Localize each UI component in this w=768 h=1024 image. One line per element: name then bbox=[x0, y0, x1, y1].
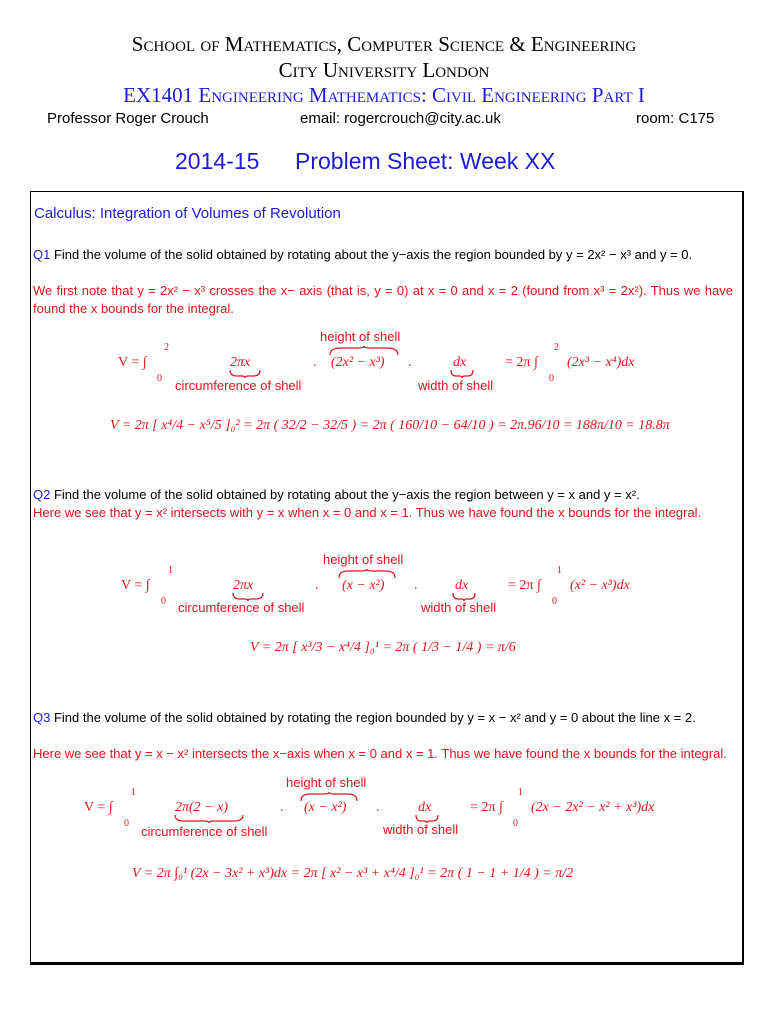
q1-answer: We first note that y = 2x² − x³ crosses the x− axis (that is, y = 0) at x = 0 and x = 2 (found from x³ = 2x²). Thus we have found the x bounds for the integral. bbox=[33, 283, 733, 316]
q1-width-brace bbox=[450, 370, 474, 378]
q1-question-text: Find the volume of the solid obtained by rotating about the y−axis the region bounded by y = 2x² − x³ and y = 0. bbox=[53, 247, 693, 262]
q1-lower-bound: 0 bbox=[157, 373, 162, 384]
sheet-title: Problem Sheet: Week XX bbox=[295, 148, 556, 174]
professor-name: Professor Roger Crouch bbox=[47, 110, 209, 127]
q3-lower-bound: 0 bbox=[124, 818, 129, 829]
q3-width-label: width of shell bbox=[383, 822, 459, 837]
q1-rhs-lower: 0 bbox=[549, 373, 554, 384]
q2-question-text: Find the volume of the solid obtained by rotating about the y−axis the region between y = x and y = x². bbox=[53, 487, 640, 502]
q3-number: Q3 bbox=[33, 710, 51, 725]
q3-answer: Here we see that y = x − x² intersects the x−axis when x = 0 and x = 1. Thus we have found the x bounds for the integral. bbox=[33, 746, 727, 761]
q2-circ-label: circumference of shell bbox=[178, 600, 305, 615]
section-title: Calculus: Integration of Volumes of Revolution bbox=[34, 205, 341, 222]
q2-rhs-integrand: (x² − x³)dx bbox=[570, 578, 630, 593]
q2-question bbox=[33, 486, 733, 504]
q2-rhs-integral: = 2π ∫ bbox=[508, 578, 541, 593]
q3-rhs-upper: 1 bbox=[518, 787, 523, 798]
q2-rhs-upper: 1 bbox=[557, 565, 562, 576]
q2-width-label: width of shell bbox=[421, 600, 497, 615]
q3-height-term: (x − x²) bbox=[304, 800, 347, 815]
q1-height-label: height of shell bbox=[320, 329, 401, 344]
q1-result-equation: V = 2π [ x⁴/4 − x⁵/5 ]₀² = 2π ( 32/2 − 32/5 ) = 2π ( 160/10 − 64/10 ) = 2π.96/10 = 188π/10 = 18.8π bbox=[110, 418, 670, 433]
q1-dot-1: . bbox=[313, 355, 317, 370]
q2-dot-1: . bbox=[315, 578, 319, 593]
q1-dot-2: . bbox=[408, 355, 412, 370]
q3-result-equation: V = 2π ∫₀¹ (2x − 3x² + x³)dx = 2π [ x² − x³ + x⁴/4 ]₀¹ = 2π ( 1 − 1 + 1/4 ) = π/2 bbox=[132, 866, 574, 881]
q1-number: Q1 bbox=[33, 247, 51, 262]
q1-height-term: (2x² − x³) bbox=[331, 355, 385, 370]
q1-width-term: dx bbox=[453, 355, 467, 370]
q3-question bbox=[33, 709, 733, 727]
q1-circ-label: circumference of shell bbox=[175, 378, 302, 393]
q3-dot-2: . bbox=[376, 800, 380, 815]
university-name: City University London bbox=[278, 58, 490, 82]
q2-dot-2: . bbox=[414, 578, 418, 593]
q2-upper-bound: 1 bbox=[168, 565, 173, 576]
q2-height-term: (x − x²) bbox=[342, 578, 385, 593]
q3-circ-brace bbox=[174, 815, 244, 823]
q3-question-text: Find the volume of the solid obtained by rotating the region bounded by y = x − x² and y = 0 about the line x = 2. bbox=[53, 710, 696, 725]
email: email: rogercrouch@city.ac.uk bbox=[300, 110, 501, 127]
q3-upper-bound: 1 bbox=[131, 787, 136, 798]
q1-v-integral: V = ∫ bbox=[118, 355, 147, 370]
q3-v-integral: V = ∫ bbox=[84, 800, 113, 815]
q1-circ-brace bbox=[229, 370, 261, 378]
q1-rhs-integral: = 2π ∫ bbox=[505, 355, 538, 370]
q3-circ-label: circumference of shell bbox=[141, 824, 268, 839]
q2-number: Q2 bbox=[33, 487, 51, 502]
course-title: EX1401 Engineering Mathematics: Civil Engineering Part I bbox=[123, 83, 645, 107]
q1-upper-bound: 2 bbox=[164, 342, 169, 353]
q2-result-equation: V = 2π [ x³/3 − x⁴/4 ]₀¹ = 2π ( 1/3 − 1/4 ) = π/6 bbox=[250, 640, 516, 655]
q2-answer: Here we see that y = x² intersects with y = x when x = 0 and x = 1. Thus we have found the x bounds for the integral. bbox=[33, 505, 702, 520]
year: 2014-15 bbox=[175, 148, 260, 174]
q2-v-integral: V = ∫ bbox=[121, 578, 150, 593]
room: room: C175 bbox=[636, 110, 715, 127]
q3-rhs-lower: 0 bbox=[513, 818, 518, 829]
q1-rhs-integrand: (2x³ − x⁴)dx bbox=[567, 355, 635, 370]
school-name: School of Mathematics, Computer Science & Engineering bbox=[131, 32, 637, 56]
q3-rhs-integrand: (2x − 2x² − x² + x³)dx bbox=[531, 800, 655, 815]
q1-question bbox=[33, 246, 733, 264]
q2-lower-bound: 0 bbox=[161, 596, 166, 607]
q3-circ-term: 2π(2 − x) bbox=[175, 800, 228, 815]
q2-circ-term: 2πx bbox=[233, 578, 254, 593]
q3-rhs-integral: = 2π ∫ bbox=[470, 800, 503, 815]
q2-height-label: height of shell bbox=[323, 552, 404, 567]
q2-width-term: dx bbox=[455, 578, 469, 593]
q3-width-term: dx bbox=[418, 800, 432, 815]
q1-circ-term: 2πx bbox=[230, 355, 251, 370]
q1-width-label: width of shell bbox=[418, 378, 494, 393]
q1-rhs-upper: 2 bbox=[554, 342, 559, 353]
q3-height-label: height of shell bbox=[286, 775, 367, 790]
q3-dot-1: . bbox=[280, 800, 284, 815]
q2-rhs-lower: 0 bbox=[552, 596, 557, 607]
